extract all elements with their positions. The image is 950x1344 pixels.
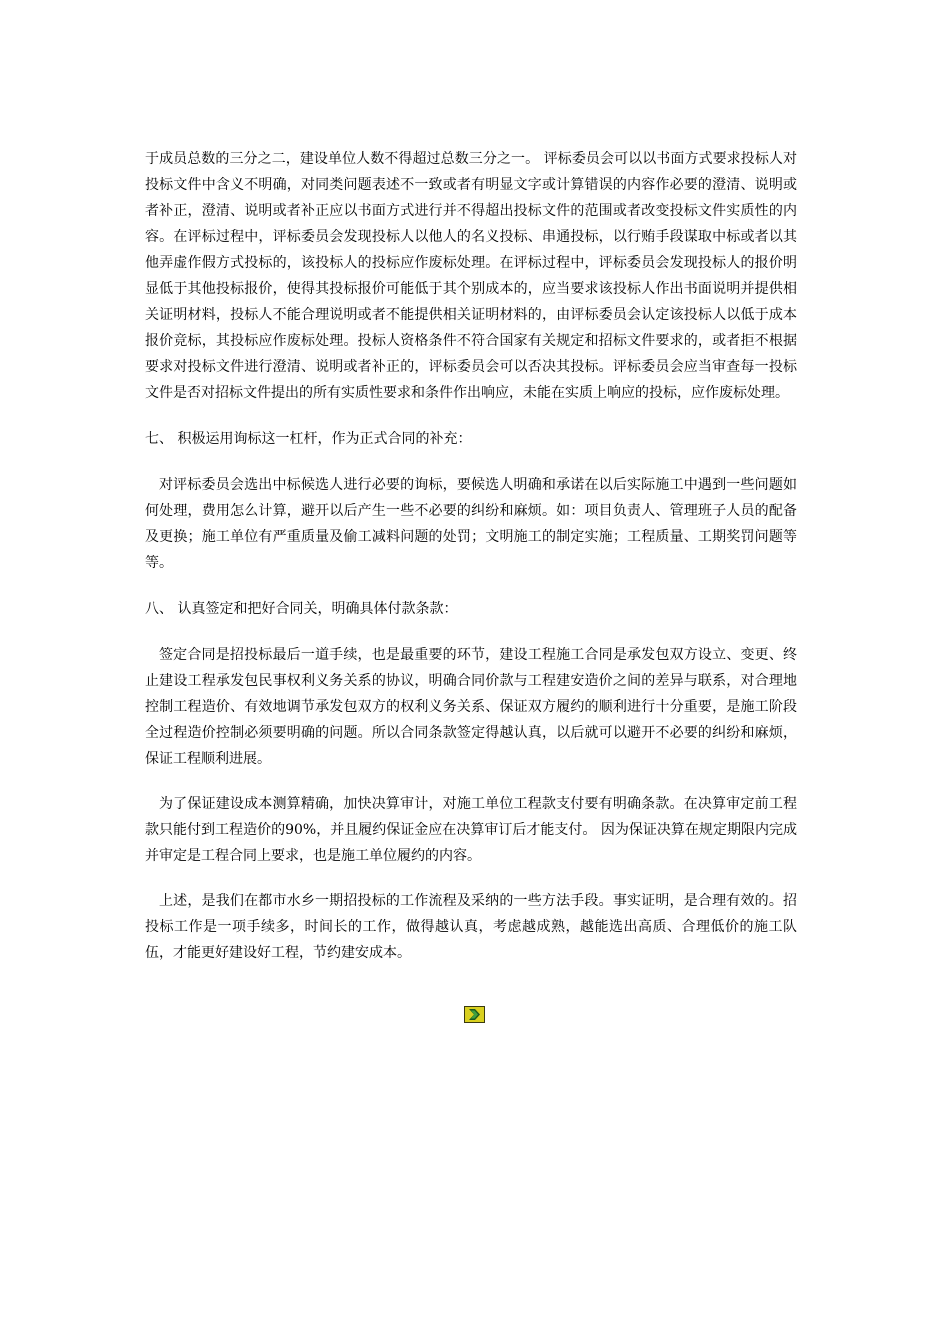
spacer [145,576,797,596]
paragraph-evaluation: 于成员总数的三分之二，建设单位人数不得超过总数三分之一。 评标委员会可以以书面方式要求投标人对投标文件中含义不明确，对同类问题表述不一致或者有明显文字或计算错误的内容作必要的澄清、说明或者补正，澄清、说明或者补正应以书面方式进行并不得超出投标文件的范围或者改变投标文件实质性的内容。在评标过程中，评标委员会发现投标人以他人的名义投标、串通投标，以行贿手段谋取中标或者以其他弄虚作假方式投标的，该投标人的投标应作废标处理。在评标过程中，评标委员会发现投标人的报价明显低于其他投标报价，使得其投标报价可能低于其个别成本的，应当要求该投标人作出书面说明并提供相关证明材料，投标人不能合理说明或者不能提供相关证明材料的，由评标委员会认定该投标人以低于成本报价竞标，其投标应作废标处理。投标人资格条件不符合国家有关规定和招标文件要求的，或者拒不根据要求对投标文件进行澄清、说明或者补正的，评标委员会可以否决其投标。评标委员会应当审查每一投标文件是否对招标文件提出的所有实质性要求和条件作出响应，未能在实质上响应的投标，应作废标处理。 [145,151,797,401]
spacer [145,452,797,472]
spacer [145,622,797,642]
spacer [145,772,797,791]
paragraph-contract: 签定合同是招投标最后一道手续，也是最重要的环节，建设工程施工合同是承发包双方设立、变更、终止建设工程承发包民事权利义务关系的协议，明确合同价款与工程建安造价之间的差异与联系，对合理地控制工程造价、有效地调节承发包双方的权利义务关系、保证双方履约的顺利进行十分重要，是施工阶段全过程造价控制必须要明确的问题。所以合同条款签定得越认真，以后就可以避开不必要的纠纷和麻烦，保证工程顺利进展。 [145,647,797,767]
heading-section-7: 七、 积极运用询标这一杠杆，作为正式合同的补充： [145,431,472,447]
next-page-link[interactable] [464,1006,485,1023]
next-arrow-icon[interactable] [464,1006,485,1023]
paragraph-payment: 为了保证建设成本测算精确，加快决算审计，对施工单位工程款支付要有明确条款。在决算审定前工程款只能付到工程造价的90%，并且履约保证金应在决算审订后才能支付。 因为保证决算在规定期限内完成并审定是工程合同上要求，也是施工单位履约的内容。 [145,796,797,864]
heading-section-8: 八、 认真签定和把好合同关，明确具体付款条款： [145,601,458,617]
spacer [145,406,797,426]
document-body [145,146,797,966]
arrow-shape [467,1008,482,1021]
spacer [145,869,797,888]
paragraph-section-7: 对评标委员会选出中标候选人进行必要的询标，要候选人明确和承诺在以后实际施工中遇到一些问题如何处理，费用怎么计算，避开以后产生一些不必要的纠纷和麻烦。如：项目负责人、管理班子人员的配备及更换；施工单位有严重质量及偷工减料问题的处罚；文明施工的制定实施；工程质量、工期奖罚问题等等。 [145,477,797,571]
paragraph-summary: 上述，是我们在都市水乡一期招投标的工作流程及采纳的一些方法手段。事实证明，是合理有效的。招投标工作是一项手续多，时间长的工作，做得越认真，考虑越成熟，越能选出高质、合理低价的施工队伍，才能更好建设好工程，节约建安成本。 [145,893,797,961]
